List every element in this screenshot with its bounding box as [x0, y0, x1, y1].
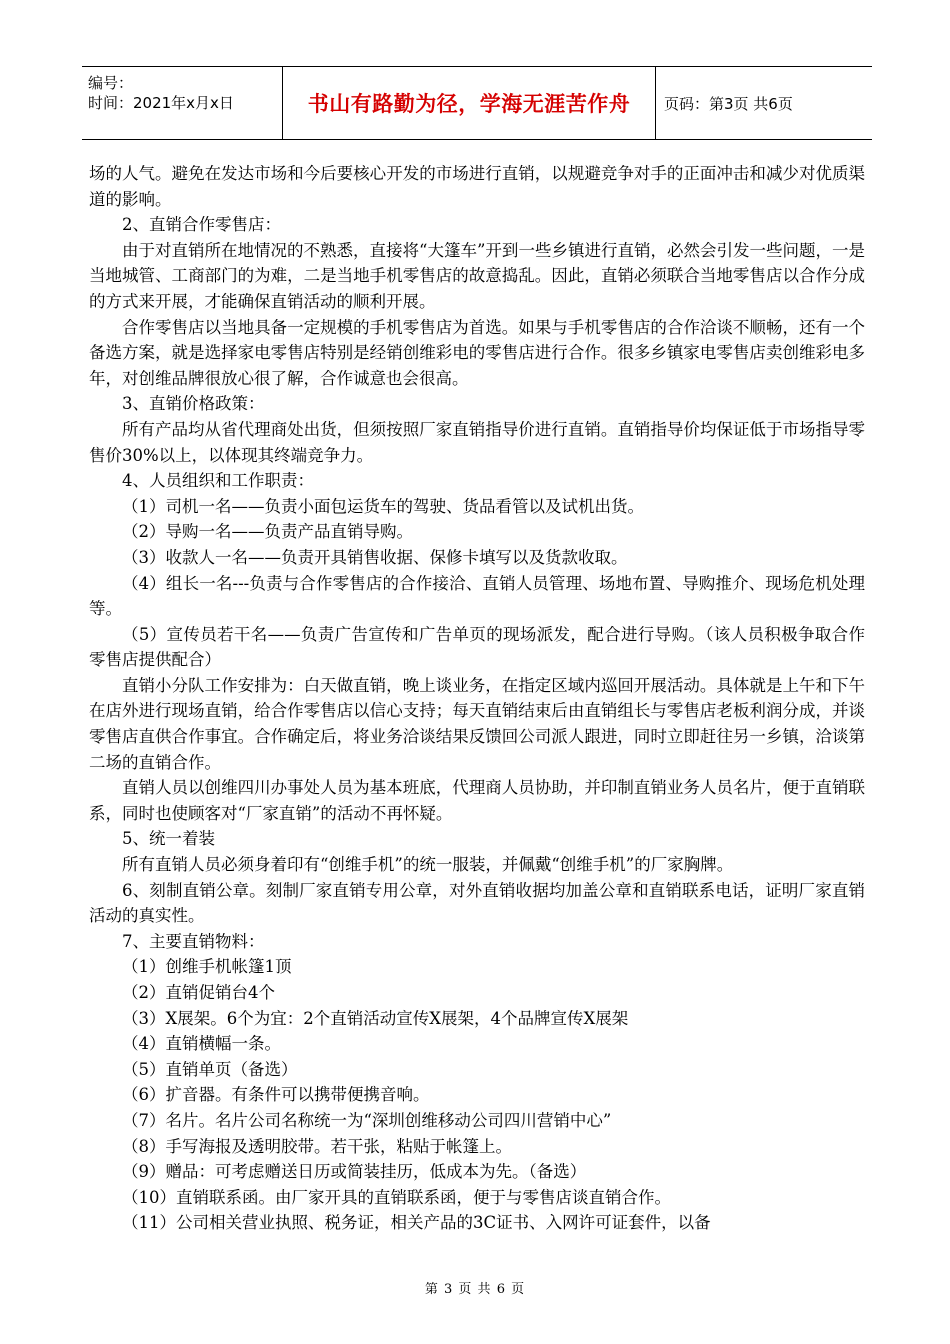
- paragraph: （4）组长一名---负责与合作零售店的合作接洽、直销人员管理、场地布置、导购推介、现场危机处理等。: [89, 573, 865, 619]
- paragraph: （2）导购一名——负责产品直销导购。: [122, 522, 413, 542]
- paragraph: （6）扩音器。有条件可以携带便携音响。: [122, 1085, 430, 1105]
- paragraph: （5）宣传员若干名——负责广告宣传和广告单页的现场派发，配合进行导购。（该人员积极争取合作零售店提供配合）: [89, 624, 865, 670]
- header-page-label: 页码：第3页 共6页: [664, 94, 793, 113]
- paragraph: 4、人员组织和工作职责：: [122, 471, 314, 491]
- page-footer: 第 3 页 共 6 页: [424, 1282, 526, 1297]
- paragraph: （1）创维手机帐篷1顶: [122, 957, 292, 977]
- paragraph: （10）直销联系函。由厂家开具的直销联系函，便于与零售店谈直销合作。: [122, 1187, 671, 1207]
- paragraph: （3）收款人一名——负责开具销售收据、保修卡填写以及货款收取。: [122, 547, 628, 567]
- paragraph: （2）直销促销台4个: [122, 983, 275, 1002]
- paragraph: 所有直销人员必须身着印有“创维手机”的统一服装，并佩戴“创维手机”的厂家胸牌。: [122, 855, 734, 875]
- paragraph: 6、刻制直销公章。刻制厂家直销专用公章，对外直销收据均加盖公章和直销联系电话，证明厂家直销活动的真实性。: [89, 880, 865, 926]
- header-motto: 书山有路勤为径，学海无涯苦作舟: [283, 67, 656, 139]
- paragraph: （1）司机一名——负责小面包运货车的驾驶、货品看管以及试机出货。: [122, 496, 644, 516]
- paragraph: 场的人气。避免在发达市场和今后要核心开发的市场进行直销，以规避竞争对手的正面冲击和减少对优质渠道的影响。: [89, 164, 865, 209]
- paragraph: 3、直销价格政策：: [122, 394, 265, 414]
- page-header: [82, 66, 872, 140]
- paragraph: （4）直销横幅一条。: [122, 1034, 281, 1054]
- header-number-label: 编号：: [88, 74, 134, 92]
- paragraph: 直销人员以创维四川办事处人员为基本班底，代理商人员协助，并印制直销业务人员名片，便于直销联系，同时也使顾客对“厂家直销”的活动不再怀疑。: [89, 778, 865, 823]
- paragraph: 5、统一着装: [122, 829, 215, 849]
- document-body: [89, 161, 865, 1236]
- paragraph: （11）公司相关营业执照、税务证，相关产品的3C证书、入网许可证套件，以备: [122, 1213, 711, 1233]
- paragraph: 合作零售店以当地具备一定规模的手机零售店为首选。如果与手机零售店的合作洽谈不顺畅，还有一个备选方案，就是选择家电零售店特别是经销创维彩电的零售店进行合作。很多乡镇家电零售店卖创维彩电多年，对创维品牌很放心很了解，合作诚意也会很高。: [89, 317, 865, 388]
- paragraph: （8）手写海报及透明胶带。若干张，粘贴于帐篷上。: [122, 1136, 512, 1156]
- paragraph: （7）名片。名片公司名称统一为“深圳创维移动公司四川营销中心”: [122, 1110, 612, 1130]
- paragraph: 7、主要直销物料：: [122, 931, 265, 951]
- paragraph: 2、直销合作零售店：: [122, 215, 281, 235]
- header-time-label: 时间：2021年x月x日: [88, 94, 234, 112]
- paragraph: 直销小分队工作安排为：白天做直销，晚上谈业务，在指定区域内巡回开展活动。具体就是上午和下午在店外进行现场直销，给合作零售店以信心支持；每天直销结束后由直销组长与零售店老板利润分成，并谈零售店直供合作事宜。合作确定后，将业务洽谈结果反馈回公司派人跟进，同时立即赶往另一乡镇，洽谈第二场的直销合作。: [89, 675, 865, 772]
- paragraph: 由于对直销所在地情况的不熟悉，直接将“大篷车”开到一些乡镇进行直销，必然会引发一些问题，一是当地城管、工商部门的为难，二是当地手机零售店的故意捣乱。因此，直销必须联合当地零售店以合作分成的方式来开展，才能确保直销活动的顺利开展。: [89, 240, 865, 311]
- paragraph: （9）赠品：可考虑赠送日历或简装挂历，低成本为先。（备选）: [122, 1162, 587, 1182]
- header-meta: [82, 67, 283, 139]
- paragraph: 所有产品均从省代理商处出货，但须按照厂家直销指导价进行直销。直销指导价均保证低于市场指导零售价30%以上，以体现其终端竞争力。: [89, 419, 865, 465]
- paragraph: （3）X展架。6个为宜：2个直销活动宣传X展架，4个品牌宣传X展架: [122, 1008, 629, 1028]
- paragraph: （5）直销单页（备选）: [122, 1059, 298, 1079]
